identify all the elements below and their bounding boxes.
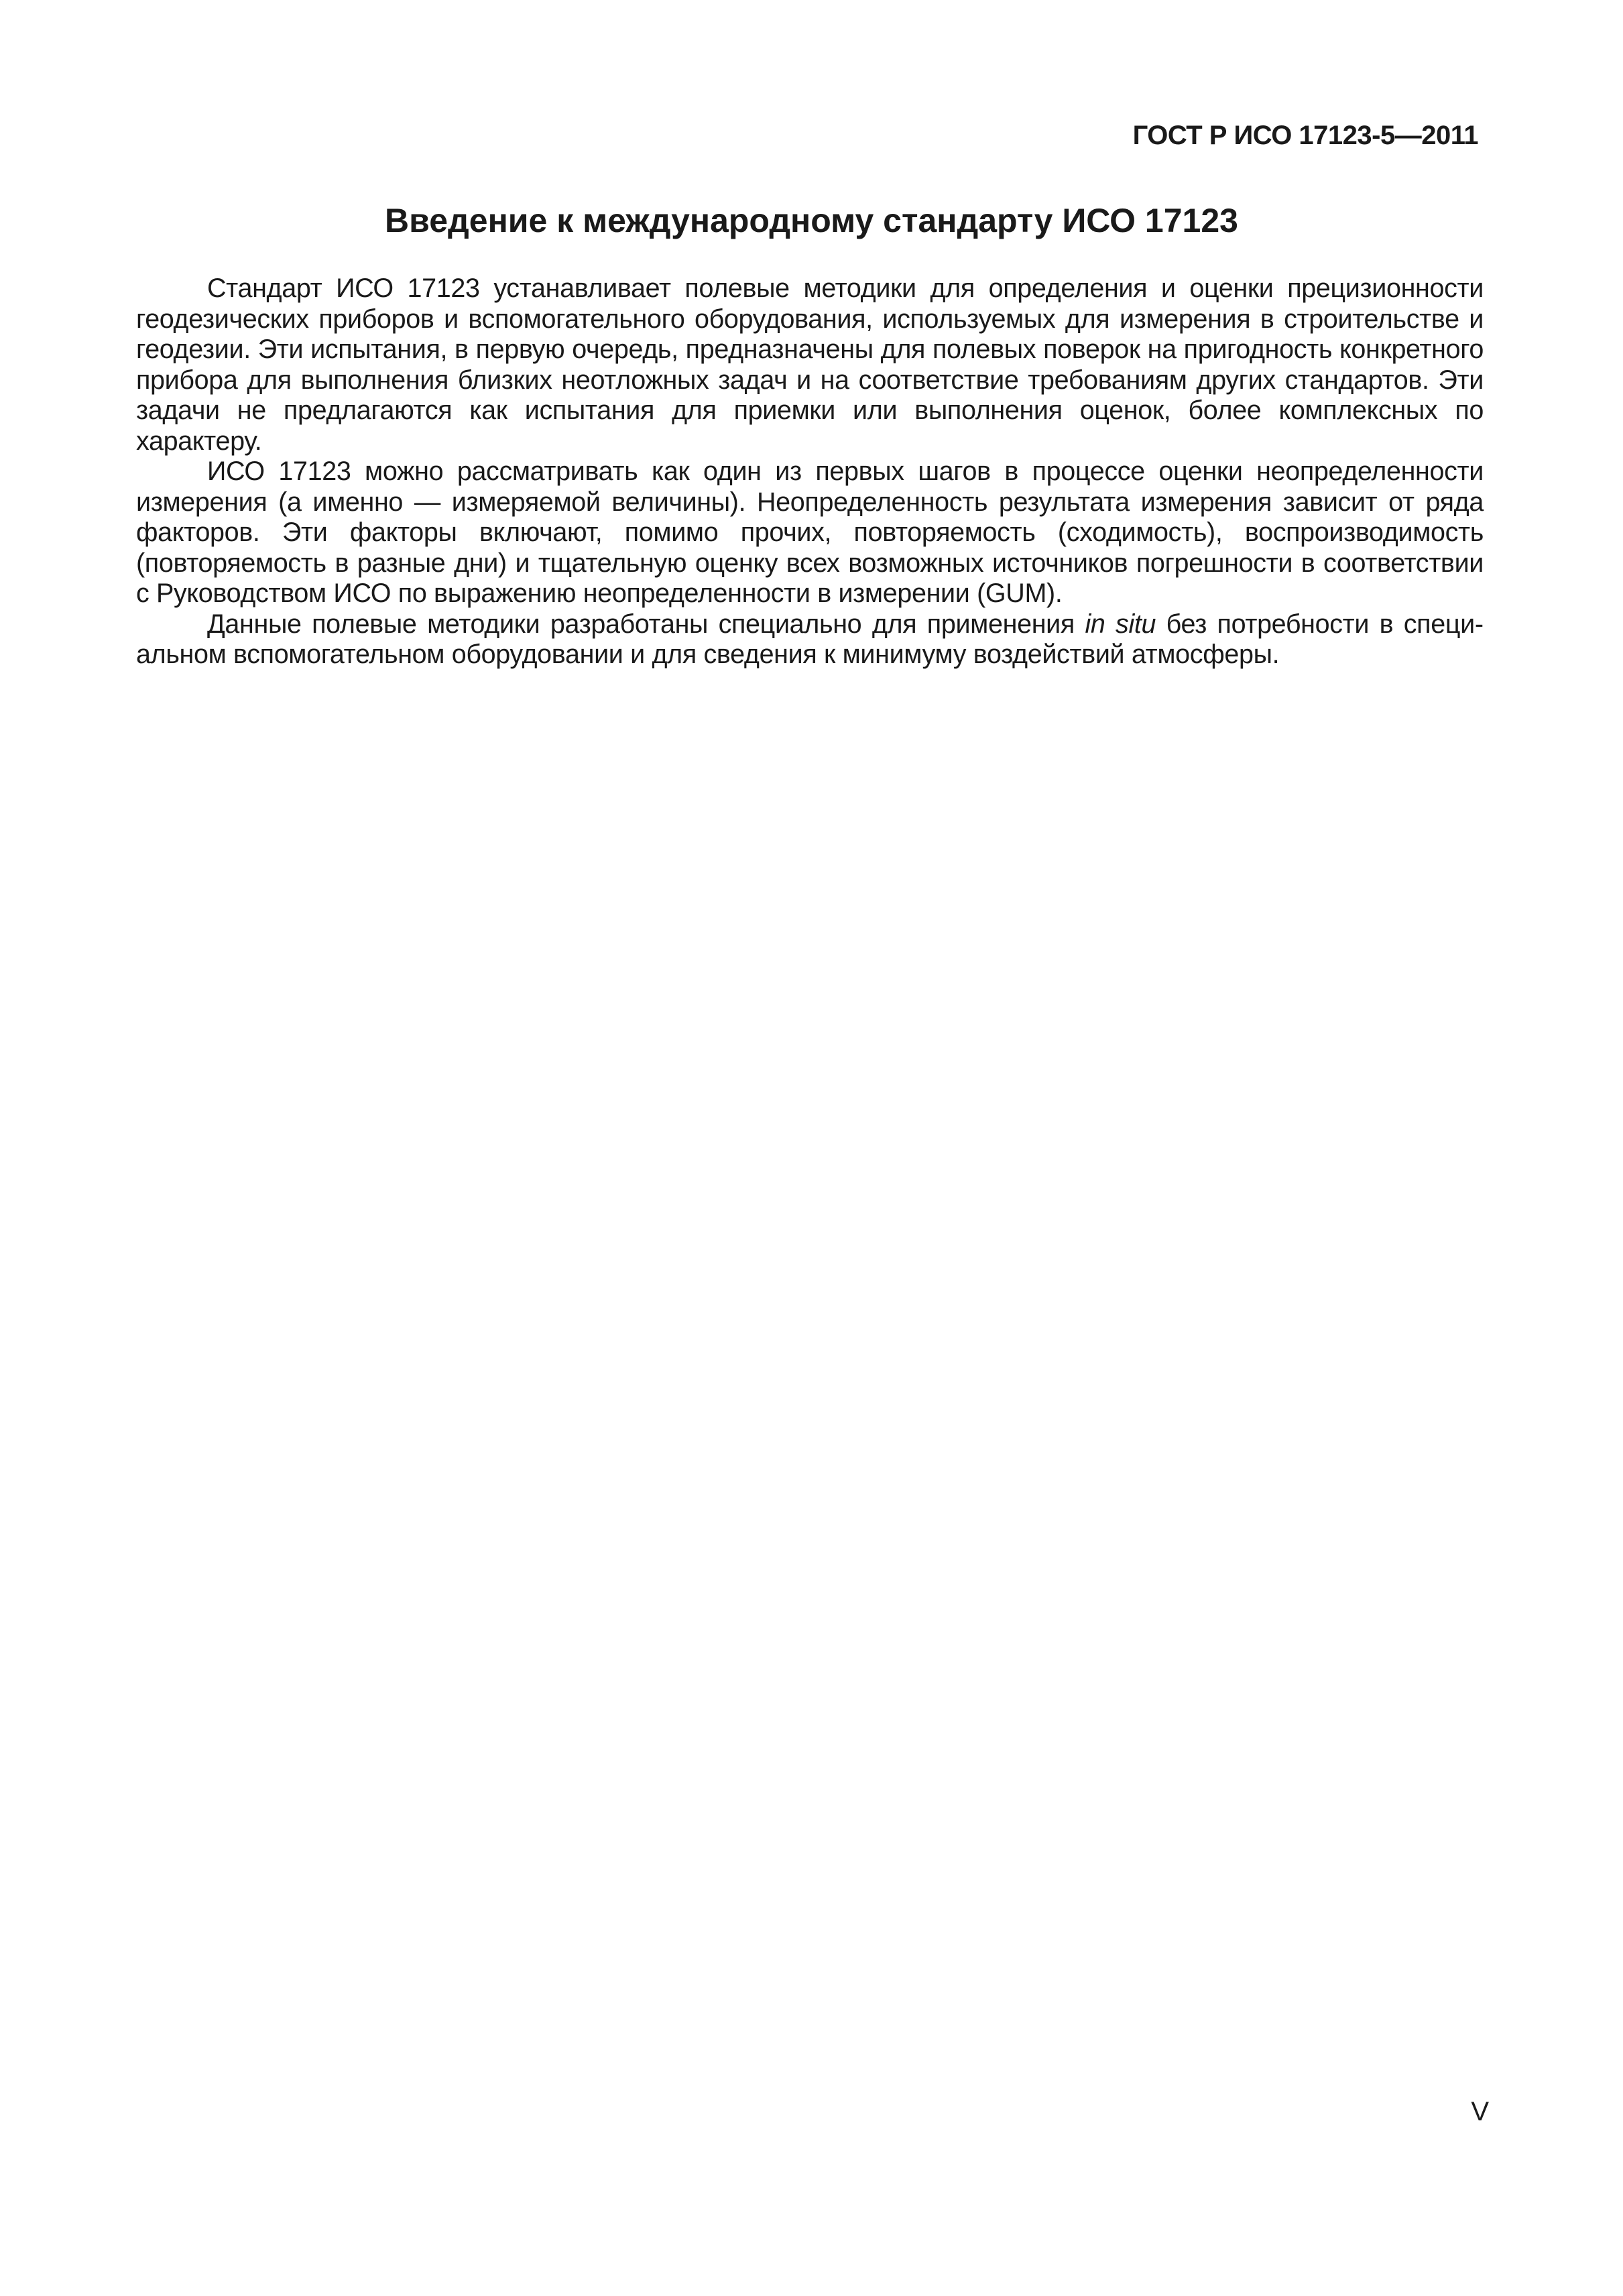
document-code-header: ГОСТ Р ИСО 17123-5—2011 — [1132, 121, 1478, 150]
in-situ-term: in situ — [1085, 609, 1156, 639]
paragraph-2: ИСО 17123 можно рассматривать как один из первых шагов в процессе оценки неопределенности измерения (а именно — измеряемой величины). Неопределенность результата измерения зависит от ряда факторов. Эти факторы включают, помимо прочих, повторяемость (сходимость), воспроизводимость (повторяемость в разные дни) и тщательную оценку всех возможных источников погрешности в соответствии с Руководством ИСО по выражению неопределенности в измерении (GUM). — [136, 457, 1484, 608]
paragraph-1: Стандарт ИСО 17123 устанавливает полевые методики для определения и оценки прецизионности геодезических приборов и вспомогательного оборудования, используемых для измерения в строительстве и геодезии. Эти испытания, в первую очередь, предназначены для полевых поверок на пригодность конкретного прибора для выполнения близких неотложных задач и на соответствие требованиям других стандартов. Эти задачи не предлагаются как испытания для приемки или выполнения оценок, более комплексных по характеру. — [136, 274, 1484, 456]
section-title: Введение к международному стандарту ИСО 17123 — [385, 202, 1238, 239]
page-number: V — [1471, 2097, 1489, 2126]
paragraph-3 — [136, 609, 1484, 670]
paragraph-3-tail: без потребности в специальном вспомогательном оборудовании и для сведения к минимуму воздействий атмосферы. — [136, 609, 1484, 669]
body-text — [136, 274, 1484, 670]
paragraph-3-lead: Данные полевые методики разработаны специально для применения — [207, 609, 1085, 639]
